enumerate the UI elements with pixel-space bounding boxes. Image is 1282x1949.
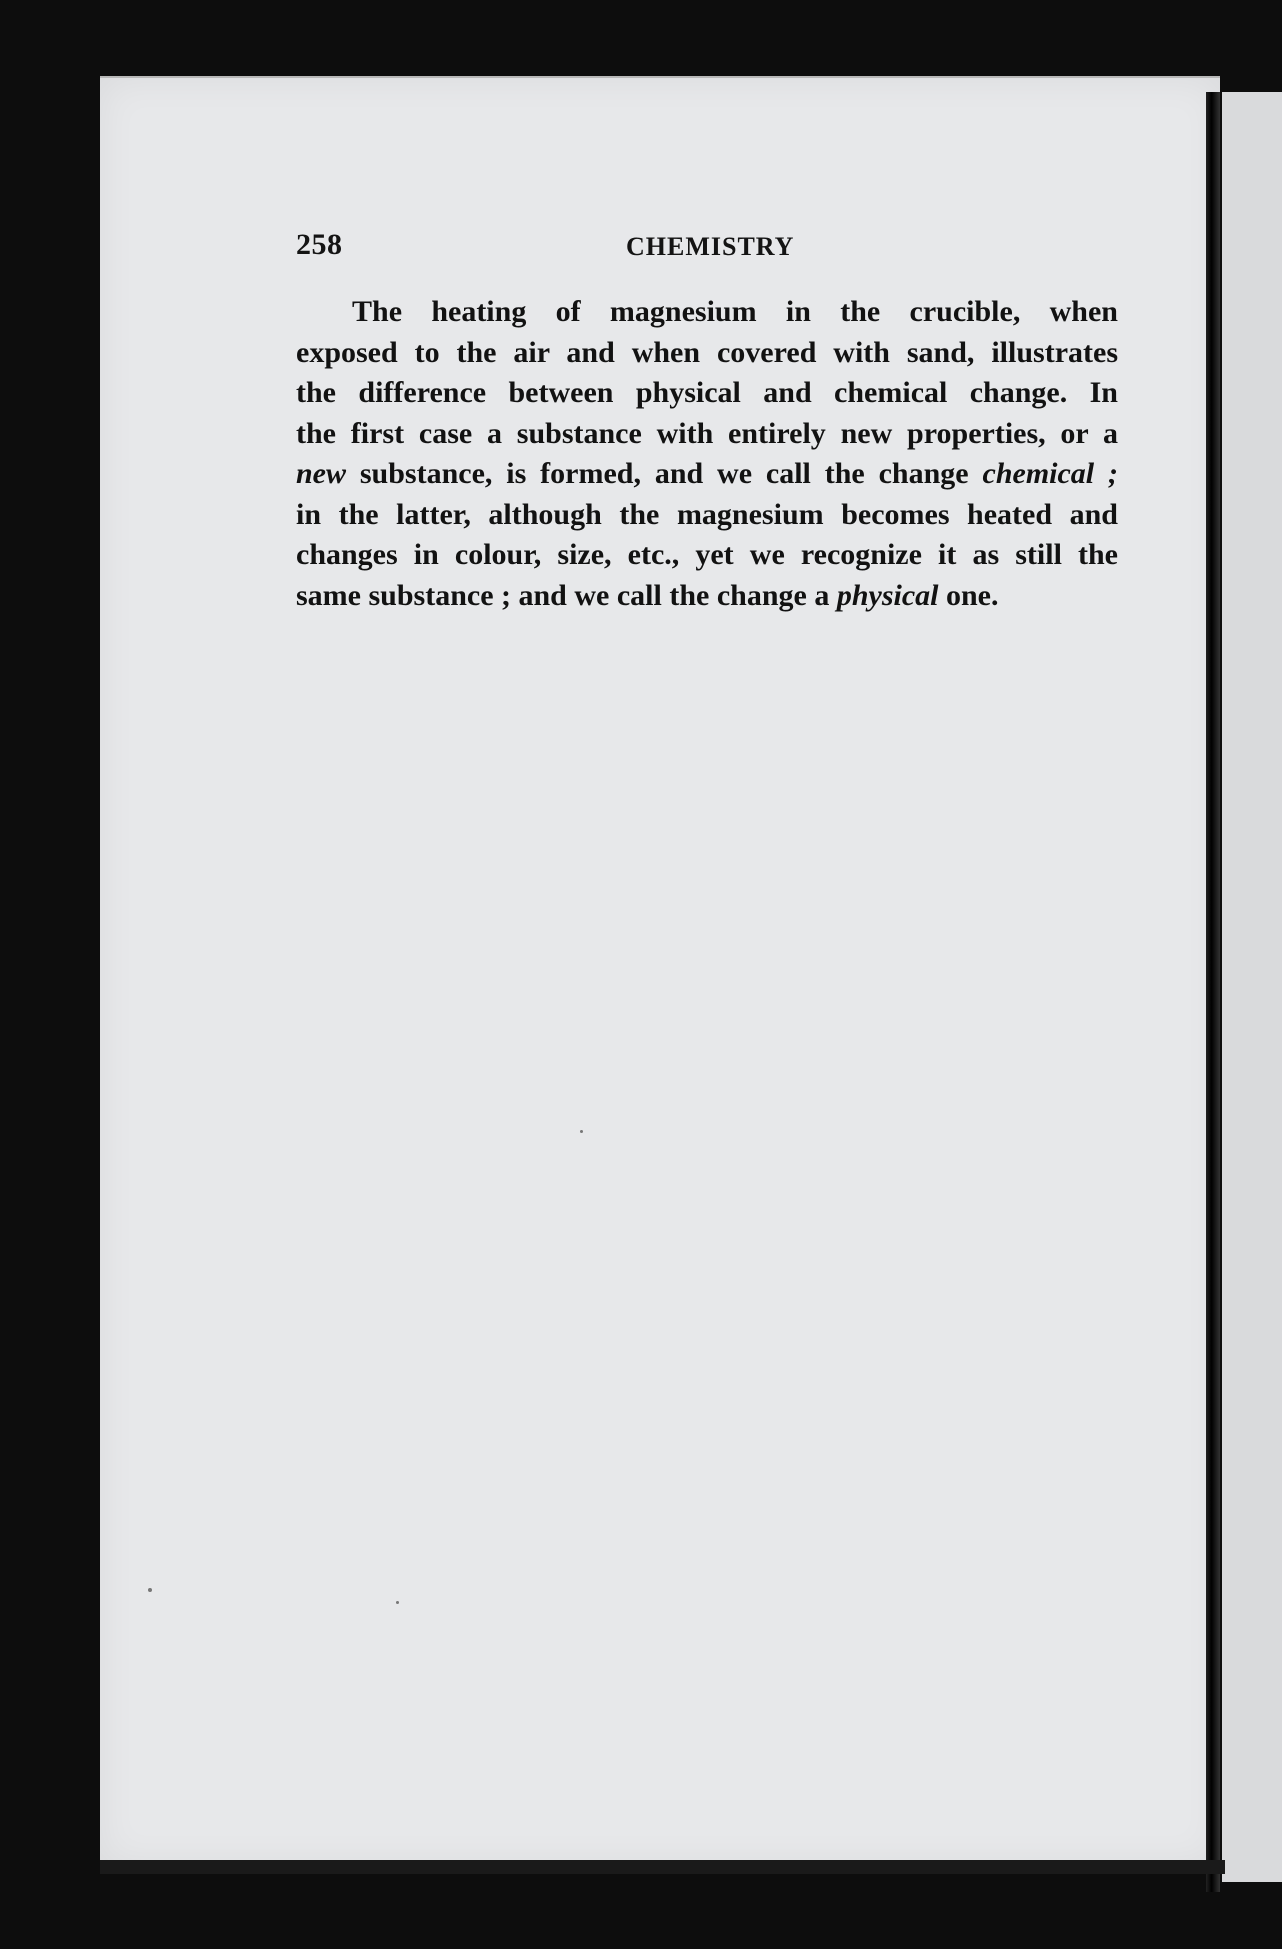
scan-speck — [580, 1130, 583, 1133]
paragraph-line: changes in colour, size, etc., yet we recognize it as still the — [296, 538, 1118, 571]
page-binding-edge — [1206, 92, 1220, 1892]
next-page-edge — [1222, 92, 1282, 1882]
page-number: 258 — [296, 228, 343, 261]
paragraph-line: the first case a substance with entirely new properties, or a — [296, 416, 1118, 450]
running-title: CHEMISTRY — [626, 232, 795, 261]
paragraph-line: exposed to the air and when covered with sand, illustrates — [296, 335, 1118, 369]
scan-speck — [396, 1601, 399, 1604]
paragraph-line: same substance ; and we call the change a physical one. — [296, 578, 999, 612]
italic-word-new: new — [296, 457, 347, 490]
paragraph-line: the difference between physical and chemical change. In — [296, 376, 1118, 409]
running-header — [296, 228, 1116, 268]
scan-speck — [148, 1588, 152, 1592]
italic-word-physical: physical — [836, 578, 939, 612]
paragraph-line: in the latter, although the magnesium becomes heated and — [296, 497, 1118, 531]
body-paragraph — [296, 292, 1118, 616]
italic-word-chemical: chemical ; — [982, 457, 1118, 490]
paragraph-line: The heating of magnesium in the crucible, when — [352, 295, 1118, 328]
paragraph-line: new substance, is formed, and we call the change chemical ; — [296, 457, 1118, 490]
page-bottom-edge — [100, 1860, 1225, 1874]
